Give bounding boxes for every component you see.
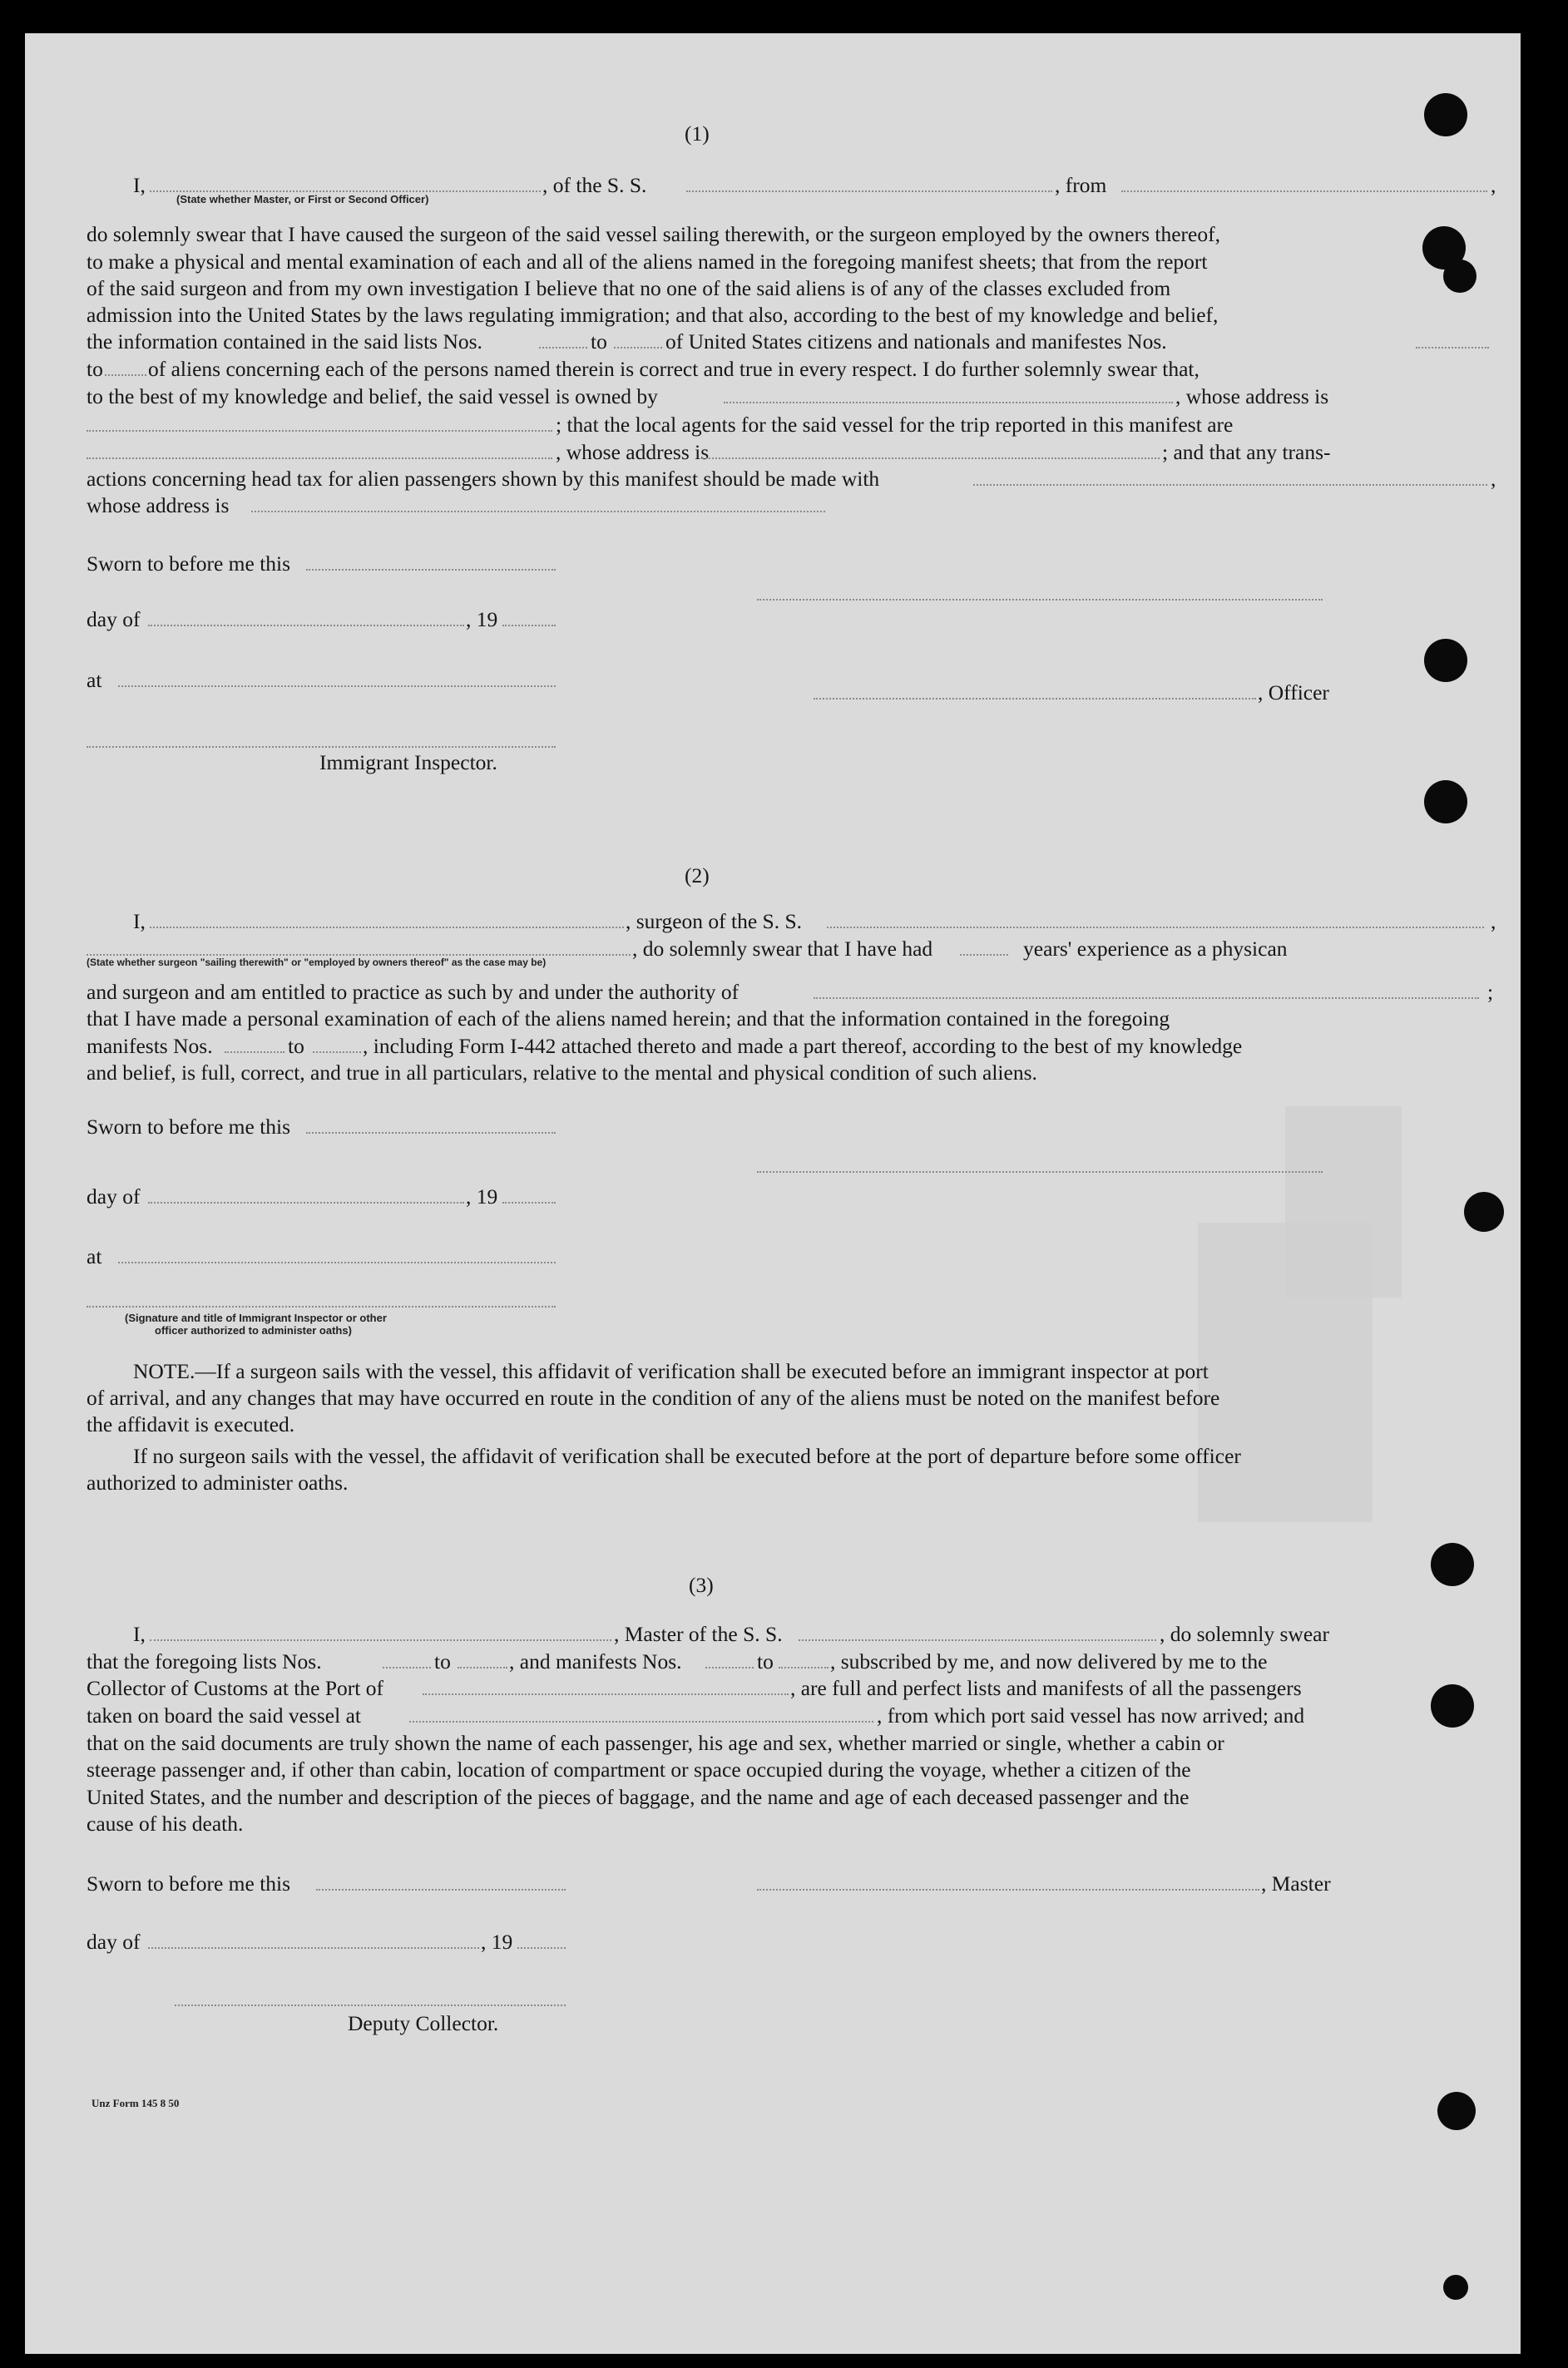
s3-swear-text: , do solemnly swear	[1160, 1622, 1329, 1646]
s3-dayof-label: day of	[87, 1930, 141, 1954]
s2-body-line: and belief, is full, correct, and true in all particulars, relative to the mental and physical condition of such aliens.	[87, 1060, 1037, 1085]
binder-hole	[1437, 2092, 1476, 2130]
s2-manifests-to-blank[interactable]	[313, 1051, 361, 1053]
s1-headtax-comma: ,	[1491, 467, 1496, 491]
s3-master-label: , Master	[1261, 1871, 1331, 1896]
binder-hole	[1424, 780, 1467, 823]
binder-hole	[1424, 93, 1467, 136]
s2-ship-blank[interactable]	[827, 927, 1484, 928]
s3-manifests-to: to	[757, 1649, 774, 1673]
s2-i: I,	[133, 909, 146, 933]
s2-authority-blank[interactable]	[814, 997, 1479, 999]
s1-at-blank[interactable]	[118, 685, 556, 687]
s1-address-blank[interactable]	[251, 511, 825, 512]
s1-transactions-text: ; and that any trans-	[1162, 440, 1331, 464]
s1-officer-label: , Officer	[1258, 680, 1329, 704]
s2-semicolon: ;	[1487, 980, 1494, 1004]
s1-year-blank[interactable]	[502, 625, 556, 626]
section-2-number: (2)	[685, 863, 710, 887]
s2-experience-text: years' experience as a physican	[1023, 937, 1288, 961]
s3-port-blank[interactable]	[423, 1693, 789, 1695]
s3-sworn-label: Sworn to before me this	[87, 1871, 291, 1896]
s3-taken-blank[interactable]	[409, 1721, 873, 1723]
section-3-number: (3)	[689, 1573, 714, 1597]
s2-swear-text: , do solemnly swear that I have had	[632, 937, 933, 961]
s3-i: I,	[133, 1622, 146, 1646]
s2-note-line: NOTE.—If a surgeon sails with the vessel, this affidavit of verification shall be executed before an immigrant inspector at port	[133, 1359, 1209, 1383]
s3-body-line: steerage passenger and, if other than cabin, location of compartment or space occupied during the voyage, whether a citizen of the	[87, 1757, 1191, 1782]
s2-inspector-blank[interactable]	[87, 1306, 556, 1308]
s1-line1-ofss: , of the S. S.	[542, 173, 647, 197]
s2-at-label: at	[87, 1244, 102, 1268]
form-id: Unz Form 145 8 50	[92, 2097, 180, 2109]
s1-inspector-blank[interactable]	[87, 746, 556, 748]
form-sheet	[25, 33, 1521, 2354]
s1-address-label: whose address is	[87, 493, 230, 517]
s2-note-line: of arrival, and any changes that may have occurred en route in the condition of any of the aliens must be noted on the manifest before	[87, 1386, 1220, 1410]
paper-stain	[1198, 1223, 1373, 1522]
s1-body-line: admission into the United States by the laws regulating immigration; and that also, according to the best of my knowledge and belief,	[87, 303, 1219, 327]
s2-form-text: , including Form I-442 attached thereto and made a part thereof, according to the best of my knowledge	[363, 1034, 1243, 1058]
s1-headtax-text: actions concerning head tax for alien passengers shown by this manifest should be made with	[87, 467, 880, 491]
s1-line1-i: I,	[133, 173, 146, 197]
s1-agents-address-blank[interactable]	[702, 457, 1160, 459]
s2-body-line: that I have made a personal examination of each of the aliens named herein; and that the information contained in the foregoing	[87, 1006, 1170, 1031]
s2-sworn-label: Sworn to before me this	[87, 1115, 291, 1139]
s1-at-label: at	[87, 668, 102, 692]
s1-lists-to: to	[591, 329, 607, 353]
s3-manifests-from-blank[interactable]	[705, 1667, 754, 1668]
s3-lists-to-blank[interactable]	[458, 1667, 507, 1668]
s2-note-line: authorized to administer oaths.	[87, 1471, 349, 1495]
s1-body-line: to make a physical and mental examination of each and all of the aliens named in the foregoing manifest sheets; that from the report	[87, 250, 1208, 274]
s3-perfect-text: , are full and perfect lists and manifests of all the passengers	[790, 1676, 1302, 1700]
binder-hole	[1443, 2275, 1468, 2300]
s1-manifests-to-blank[interactable]	[105, 374, 146, 376]
s3-body-line: cause of his death.	[87, 1812, 244, 1836]
s1-day-blank[interactable]	[148, 625, 464, 626]
s2-year-label: , 19	[466, 1184, 498, 1209]
binder-hole	[1443, 260, 1476, 293]
s2-dayof-label: day of	[87, 1184, 141, 1209]
s3-ship-blank[interactable]	[799, 1639, 1156, 1641]
s1-inspector-label: Immigrant Inspector.	[319, 750, 497, 774]
s3-lists-to: to	[434, 1649, 451, 1673]
s2-sig-caption: (Signature and title of Immigrant Inspector or other	[125, 1312, 387, 1324]
s3-taken-text: taken on board the said vessel at	[87, 1703, 361, 1728]
s1-ship-blank[interactable]	[686, 190, 1052, 192]
s1-headtax-blank[interactable]	[973, 484, 1487, 486]
s1-from-blank[interactable]	[1121, 190, 1487, 192]
s1-body-line: do solemnly swear that I have caused the surgeon of the said vessel sailing therewith, or the surgeon employed by the owners thereof,	[87, 222, 1220, 246]
s1-aliens-text: of aliens concerning each of the persons named therein is correct and true in every respect. I do further solemnly swear that,	[148, 357, 1199, 381]
s1-to: to	[87, 357, 103, 381]
binder-hole	[1424, 639, 1467, 682]
s2-note-line: the affidavit is executed.	[87, 1412, 295, 1436]
s3-master-sign-blank[interactable]	[757, 1889, 1259, 1891]
s1-citizens-text: of United States citizens and nationals and manifestes Nos.	[665, 329, 1167, 353]
s3-body-line: United States, and the number and description of the pieces of baggage, and the name and age of each deceased passenger and the	[87, 1785, 1190, 1809]
s1-owner-address: , whose address is	[1175, 384, 1329, 408]
s1-owner-blank[interactable]	[724, 402, 1173, 403]
s2-name-blank[interactable]	[150, 927, 624, 928]
s2-year-blank[interactable]	[502, 1202, 556, 1204]
s2-manifests-text: manifests Nos.	[87, 1034, 213, 1058]
s1-body-line: of the said surgeon and from my own investigation I believe that no one of the said aliens is of any of the classes excluded from	[87, 276, 1171, 300]
s2-sworn-blank[interactable]	[306, 1132, 556, 1134]
s1-officer-caption: (State whether Master, or First or Second Officer)	[176, 193, 429, 205]
s3-lists-text: that the foregoing lists Nos.	[87, 1649, 322, 1673]
s2-authority-text: and surgeon and am entitled to practice as such by and under the authority of	[87, 980, 739, 1004]
s3-day-blank[interactable]	[148, 1947, 479, 1949]
s1-officer-blank[interactable]	[814, 698, 1256, 700]
s3-deputy-label: Deputy Collector.	[348, 2011, 499, 2035]
s1-lists-text: the information contained in the said lists Nos.	[87, 329, 482, 353]
s3-body-line: that on the said documents are truly shown the name of each passenger, his age and sex, whether married or single, whether a cabin or	[87, 1731, 1224, 1755]
s3-arrived-text: , from which port said vessel has now arrived; and	[877, 1703, 1305, 1728]
s1-sworn-blank[interactable]	[306, 569, 556, 571]
s3-year-label: , 19	[481, 1930, 513, 1954]
s2-day-blank[interactable]	[148, 1202, 464, 1204]
s1-year-label: , 19	[466, 607, 498, 631]
s2-surgeon-text: , surgeon of the S. S.	[626, 909, 803, 933]
s1-agents-blank[interactable]	[87, 457, 552, 459]
s2-comma: ,	[1491, 909, 1496, 933]
s3-name-blank[interactable]	[150, 1639, 611, 1641]
s1-comma: ,	[1491, 173, 1496, 197]
s2-years-blank[interactable]	[960, 954, 1008, 956]
s1-sworn-label: Sworn to before me this	[87, 551, 291, 576]
s1-owner-address-blank[interactable]	[87, 430, 552, 432]
s3-master-text: , Master of the S. S.	[614, 1622, 783, 1646]
section-1-number: (1)	[685, 121, 710, 146]
binder-hole	[1431, 1543, 1474, 1586]
s3-sworn-blank[interactable]	[316, 1889, 566, 1891]
s3-lists-from-blank[interactable]	[383, 1667, 431, 1668]
s1-name-blank[interactable]	[150, 190, 541, 192]
s3-manifests-text: , and manifests Nos.	[509, 1649, 682, 1673]
s2-manifests-from-blank[interactable]	[225, 1051, 284, 1053]
s2-manifests-to: to	[288, 1034, 304, 1058]
s1-lists-from-blank[interactable]	[539, 347, 587, 349]
s3-manifests-to-blank[interactable]	[779, 1667, 829, 1668]
s1-signature-blank[interactable]	[757, 599, 1323, 601]
s3-subscribed-text: , subscribed by me, and now delivered by me to the	[830, 1649, 1268, 1673]
binder-hole	[1431, 1684, 1474, 1728]
s1-dayof-label: day of	[87, 607, 141, 631]
binder-hole	[1464, 1192, 1504, 1232]
s1-lists-to-blank[interactable]	[614, 347, 662, 349]
s2-at-blank[interactable]	[118, 1262, 556, 1263]
s2-sig-caption: officer authorized to administer oaths)	[155, 1324, 352, 1337]
s2-surgeon-type-blank[interactable]	[87, 954, 631, 956]
s2-signature-blank[interactable]	[757, 1171, 1323, 1173]
s3-year-blank[interactable]	[517, 1947, 566, 1949]
s1-agents-address: , whose address is	[556, 440, 710, 464]
s3-deputy-blank[interactable]	[175, 2005, 566, 2006]
s1-agents-text: ; that the local agents for the said vessel for the trip reported in this manifest are	[556, 413, 1234, 437]
s3-collector-text: Collector of Customs at the Port of	[87, 1676, 383, 1700]
s2-surgeon-caption: (State whether surgeon "sailing therewith" or "employed by owners thereof" as the case may be)	[87, 957, 547, 968]
s2-note-line: If no surgeon sails with the vessel, the affidavit of verification shall be executed before at the port of departure before some officer	[133, 1444, 1241, 1468]
s1-line1-from: , from	[1055, 173, 1107, 197]
s1-manifests-blank[interactable]	[1416, 347, 1489, 349]
s1-owner-text: to the best of my knowledge and belief, the said vessel is owned by	[87, 384, 658, 408]
